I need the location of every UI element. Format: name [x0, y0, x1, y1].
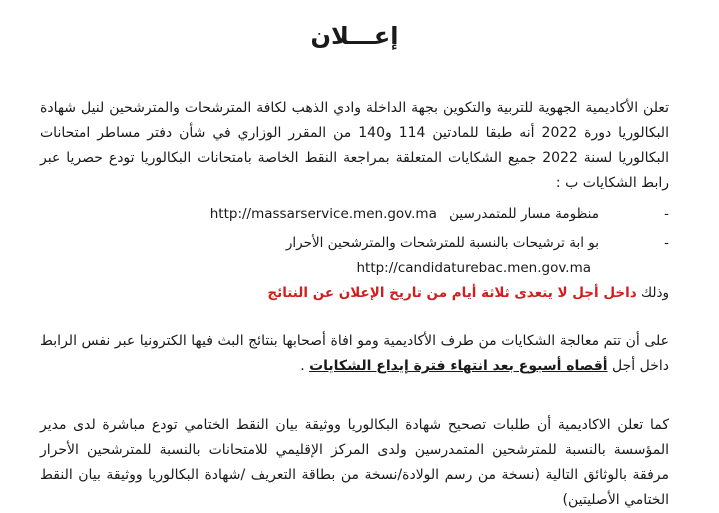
bullet-dash: -	[664, 235, 669, 251]
bullet-label: بو ابة ترشيحات بالنسبة للمترشحات والمترشحين الأحرار	[285, 235, 599, 251]
candidature-link[interactable]: http://candidaturebac.men.gov.ma	[356, 260, 591, 276]
processing-paragraph	[40, 329, 669, 379]
processing-main-text: على أن تتم معالجة الشكايات من طرف الأكاديمية ومو افاة أصحابها بنتائج البث فيها الكترونيا عبر نفس الرابط داخل أجل	[40, 333, 669, 374]
massar-link[interactable]: http://massarservice.men.gov.ma	[209, 206, 437, 222]
processing-underlined-text: أقصاه أسبوع بعد انتهاء فترة إيداع الشكايات	[309, 358, 608, 374]
deadline-line	[40, 281, 669, 305]
deadline-red-text: داخل أجل لا يتعدى ثلاثة أيام من تاريخ الإعلان عن النتائج	[267, 285, 637, 301]
bullet-label: منظومة مسار للمتمدرسين	[449, 206, 599, 222]
correction-paragraph: كما تعلن الاكاديمية أن طلبات تصحيح شهادة البكالوريا ووثيقة بيان النقط الختامي تودع مباشرة لدى مدير المؤسسة بالنسبة للمترشحين المتمدرسين ولدى المركز الإقليمي للامتحانات بالنسبة للمترشحين الأحرار مرفقة بالوثائق التالية (نسخة من رسم الولادة/نسخة من بطاقة التعريف /شهادة البكالوريا ووثيقة بيان النقط الختامي الأصليتين)	[40, 417, 669, 508]
bullet-candidature	[40, 231, 669, 281]
bullet-massar	[40, 202, 669, 227]
deadline-prefix: وذلك	[640, 285, 669, 301]
bullet-dash: -	[664, 206, 669, 222]
processing-end: .	[300, 358, 305, 374]
intro-paragraph: تعلن الأكاديمية الجهوية للتربية والتكوين بجهة الداخلة وادي الذهب لكافة المترشحات والمترشحين لنيل شهادة البكالوريا دورة 2022 أنه طبقا للمادتين 114 و140 من المقرر الوزاري في شأن دفتر مساطر امتحانات البكالوريا لسنة 2022 جميع الشكايات المتعلقة بمراجعة النقط الخاصة بامتحانات البكالوريا تودع حصريا عبر رابط الشكايات ب :	[40, 100, 669, 191]
announcement-title: إعـــلان	[310, 22, 399, 50]
